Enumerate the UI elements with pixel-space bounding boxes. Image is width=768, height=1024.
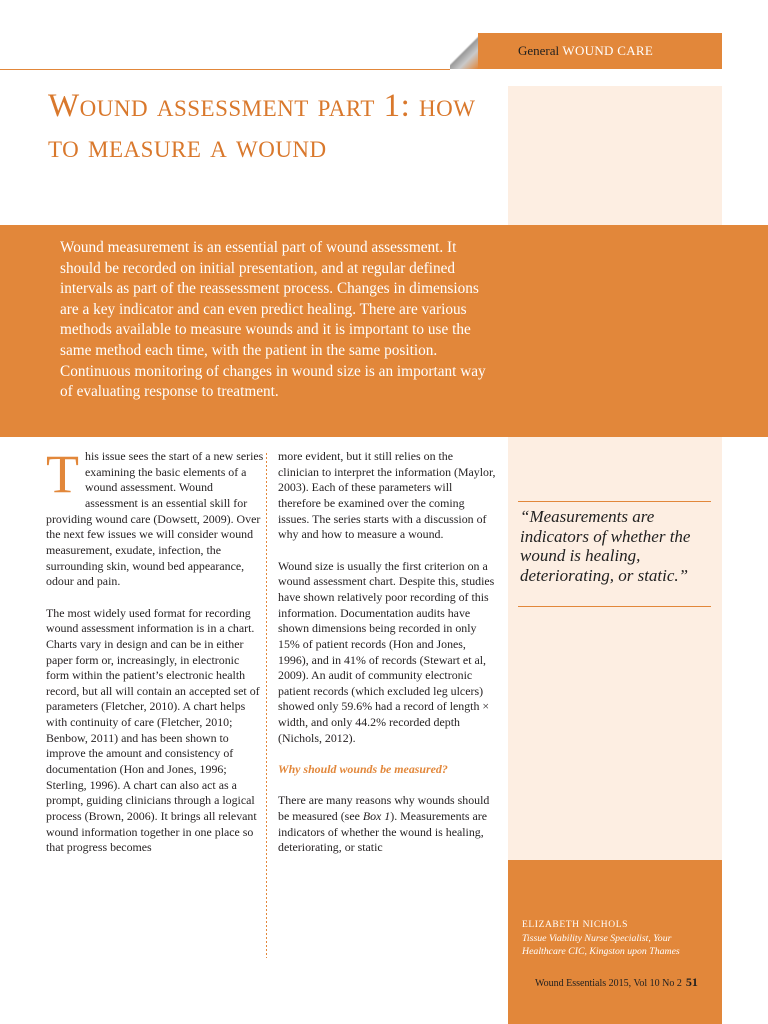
section-name: General: [518, 43, 560, 58]
quote-rule-bottom: [518, 606, 711, 607]
body-paragraph: [278, 793, 496, 856]
header-rule: [0, 69, 450, 70]
section-category: WOUND CARE: [562, 43, 654, 58]
drop-cap: T: [46, 444, 79, 504]
abstract-text: Wound measurement is an essential part of wound assessment. It should be recorded on initial presentation, and at regular defined intervals as part of the reassessment process. Changes in dimensions are a key indicator and can even predict healing. There are various methods available to measure wounds and it is important to use the same method each time, with the patient in the same position. Continuous monitoring of changes in wound size is an important way of evaluating response to treatment.: [60, 239, 486, 401]
section-subheading: Why should wounds be measured?: [278, 762, 448, 777]
paragraph-text: There are many reasons why wounds should be measured (see: [278, 793, 490, 824]
quote-rule-top: [518, 501, 711, 502]
page-number: 51: [685, 975, 698, 989]
page-curl-decoration: [450, 33, 478, 69]
author-role: Tissue Viability Nurse Specialist, Your Healthcare CIC, Kingston upon Thames: [522, 933, 680, 958]
pull-quote: “Measurements are indicators of whether the wound is healing, deteriorating, or static.”: [520, 507, 691, 585]
body-paragraph: [46, 444, 264, 590]
paragraph-text: ). Measurements are indicators of whether the wound is healing, deteriorating, or static: [278, 809, 487, 855]
body-paragraph: more evident, but it still relies on the clinician to interpret the information (Maylor, 2003). Each of these parameters will therefore be examined over the coming issues. The series starts with a discussion of why and how to measure a wound.: [278, 449, 496, 542]
column-divider: [266, 453, 267, 958]
body-column-1: [46, 444, 264, 872]
author-name: ELIZABETH NICHOLS: [522, 920, 628, 930]
journal-citation: Wound Essentials 2015, Vol 10 No 2: [535, 978, 682, 989]
section-label: [518, 43, 653, 59]
body-column-2: [278, 449, 496, 872]
paragraph-text: his issue sees the start of a new series examining the basic elements of a wound assessment. Wound assessment is an essential skill for providing wound care (Dowsett, 2009). Over the next few issues we will consider wound measurement, exudate, infection, the surrounding skin, wound bed appearance, odour and pain.: [46, 449, 264, 589]
box-reference: Box 1: [362, 809, 391, 824]
body-paragraph: Wound size is usually the first criterion on a wound assessment chart. Despite this, studies have shown relatively poor recording of this information. Documentation audits have shown dimensions being recorded in only 15% of patient records (Hon and Jones, 1996), and in 41% of records (Stewart et al, 2009). An audit of community electronic patient records (which excluded leg ulcers) showed only 59.6% had a record of length × width, and only 44.2% recorded depth (Nichols, 2012).: [278, 558, 495, 745]
page-footer: [535, 975, 698, 990]
body-paragraph: The most widely used format for recording wound assessment information is in a chart. Charts vary in design and can be in either paper form or, increasingly, in electronic form within the patient’s electronic health record, but all will contain an accepted set of parameters (Fletcher, 2010). A chart helps with continuity of care (Fletcher, 2010; Benbow, 2011) and has been shown to improve the amount and consistency of documentation (Hon and Jones, 1996; Sterling, 1996). A chart can also act as a prompt, guiding clinicians through a logical process (Brown, 2006). It brings all relevant wound information together in one place so that progress becomes: [46, 605, 260, 855]
article-title: Wound assessment part 1: how to measure a wound: [48, 88, 476, 165]
